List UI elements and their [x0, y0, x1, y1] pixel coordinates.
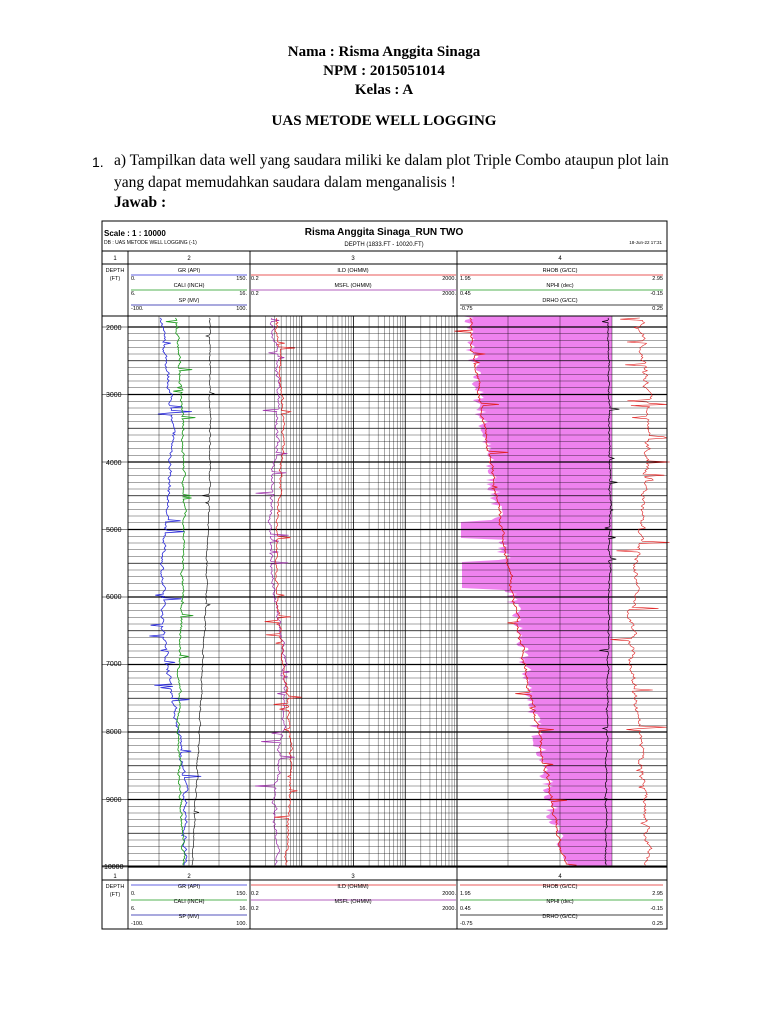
msfl-min: 0.2: [251, 291, 259, 297]
gr-max: 150.: [236, 276, 247, 282]
drho-min: -0.75: [460, 306, 473, 312]
bottom-cali-max: 16.: [239, 906, 247, 912]
bottom-rhob-max: 2.95: [652, 891, 663, 897]
sp-min: -100.: [131, 306, 144, 312]
depth-tick-3000: 3000: [106, 392, 122, 399]
student-name: Nama : Risma Anggita Sinaga: [287, 44, 481, 60]
bottom-drho-min: -0.75: [460, 921, 473, 927]
drho-max: 0.25: [652, 306, 663, 312]
depth-label: DEPTH: [105, 268, 125, 274]
bottom-drho-max: 0.25: [652, 921, 663, 927]
bottom-track-number-4: 4: [558, 874, 562, 880]
bottom-rhob-min: 1.95: [460, 891, 471, 897]
log-date: 18-Jun-22 17:31: [629, 240, 662, 245]
track-number-1: 1: [113, 256, 117, 262]
depth-tick-10000: 10000: [104, 864, 124, 871]
nphi-min: 0.45: [460, 291, 471, 297]
ild-curve: [265, 318, 302, 865]
log-title: Risma Anggita Sinaga_RUN TWO: [304, 227, 464, 238]
depth-tick-6000: 6000: [106, 594, 122, 601]
bottom-ild-max: 2000.: [442, 891, 456, 897]
bottom-sp-min: -100.: [131, 921, 144, 927]
rhob-label: RHOB (G/CC): [542, 268, 578, 274]
db-label: DB : UAS METODE WELL LOGGING (-1): [104, 240, 197, 246]
msfl-curve: [255, 318, 295, 865]
question-line-1: a) Tampilkan data well yang saudara miliki ke dalam plot Triple Combo ataupun plot lain: [114, 152, 669, 169]
bottom-gr-max: 150.: [236, 891, 247, 897]
msfl-label: MSFL (OHMM): [334, 283, 372, 289]
nphi-max: -0.15: [650, 291, 663, 297]
question-number: 1.: [92, 154, 104, 170]
bottom-track-number-2: 2: [187, 874, 191, 880]
bottom-gr-label: GR (API): [177, 884, 201, 890]
rhob-min: 1.95: [460, 276, 471, 282]
bottom-nphi-max: -0.15: [650, 906, 663, 912]
bottom-track-number-3: 3: [351, 874, 355, 880]
scale-label: Scale : 1 : 10000: [104, 229, 166, 238]
nphi-label: NPHI (dec): [546, 283, 574, 289]
bottom-ild-label: ILD (OHMM): [337, 884, 369, 890]
rhob-max: 2.95: [652, 276, 663, 282]
sp-curve: [192, 318, 214, 865]
depth-tick-8000: 8000: [106, 729, 122, 736]
nphi-curve: [610, 318, 670, 865]
sp-label: SP (MV): [178, 298, 200, 304]
bottom-msfl-label: MSFL (OHMM): [334, 899, 372, 905]
bottom-sp-max: 100.: [236, 921, 247, 927]
ild-max: 2000.: [442, 276, 456, 282]
bottom-track-number-1: 1: [113, 874, 117, 880]
student-npm: NPM : 2015051014: [323, 63, 445, 79]
drho-label: DRHO (G/CC): [542, 298, 578, 304]
depth-tick-7000: 7000: [106, 661, 122, 668]
exam-title: UAS METODE WELL LOGGING: [271, 113, 497, 129]
bottom-depth-label: DEPTH: [105, 884, 125, 890]
answer-label: Jawab :: [114, 194, 167, 211]
question-line-2: yang dapat memudahkan saudara dalam menganalisis !: [114, 174, 456, 191]
sp-max: 100.: [236, 306, 247, 312]
gr-curve: [149, 318, 201, 865]
bottom-nphi-label: NPHI (dec): [546, 899, 574, 905]
cali-curve: [166, 318, 196, 865]
bottom-cali-min: 6.: [131, 906, 136, 912]
depth-tick-4000: 4000: [106, 460, 122, 467]
bottom-sp-label: SP (MV): [178, 914, 200, 920]
cali-min: 6.: [131, 291, 136, 297]
bottom-depth-unit: (FT): [109, 892, 121, 898]
bottom-msfl-min: 0.2: [251, 906, 259, 912]
bottom-nphi-min: 0.45: [460, 906, 471, 912]
ild-min: 0.2: [251, 276, 259, 282]
depth-unit: (FT): [109, 276, 121, 282]
gr-min: 0.: [131, 276, 136, 282]
msfl-max: 2000.: [442, 291, 456, 297]
track-number-4: 4: [558, 256, 562, 262]
bottom-gr-min: 0.: [131, 891, 136, 897]
depth-range: DEPTH (1833.FT - 10020.FT): [344, 242, 424, 248]
ild-label: ILD (OHMM): [337, 268, 369, 274]
bottom-cali-label: CALI (INCH): [173, 899, 205, 905]
track-number-3: 3: [351, 256, 355, 262]
depth-tick-5000: 5000: [106, 527, 122, 534]
gr-label: GR (API): [177, 268, 201, 274]
bottom-msfl-max: 2000.: [442, 906, 456, 912]
bottom-ild-min: 0.2: [251, 891, 259, 897]
cali-max: 16.: [239, 291, 247, 297]
cali-label: CALI (INCH): [173, 283, 205, 289]
depth-tick-9000: 9000: [106, 797, 122, 804]
student-class: Kelas : A: [354, 82, 414, 98]
track-number-2: 2: [187, 256, 191, 262]
depth-tick-2000: 2000: [106, 325, 122, 332]
bottom-rhob-label: RHOB (G/CC): [542, 884, 578, 890]
bottom-drho-label: DRHO (G/CC): [542, 914, 578, 920]
